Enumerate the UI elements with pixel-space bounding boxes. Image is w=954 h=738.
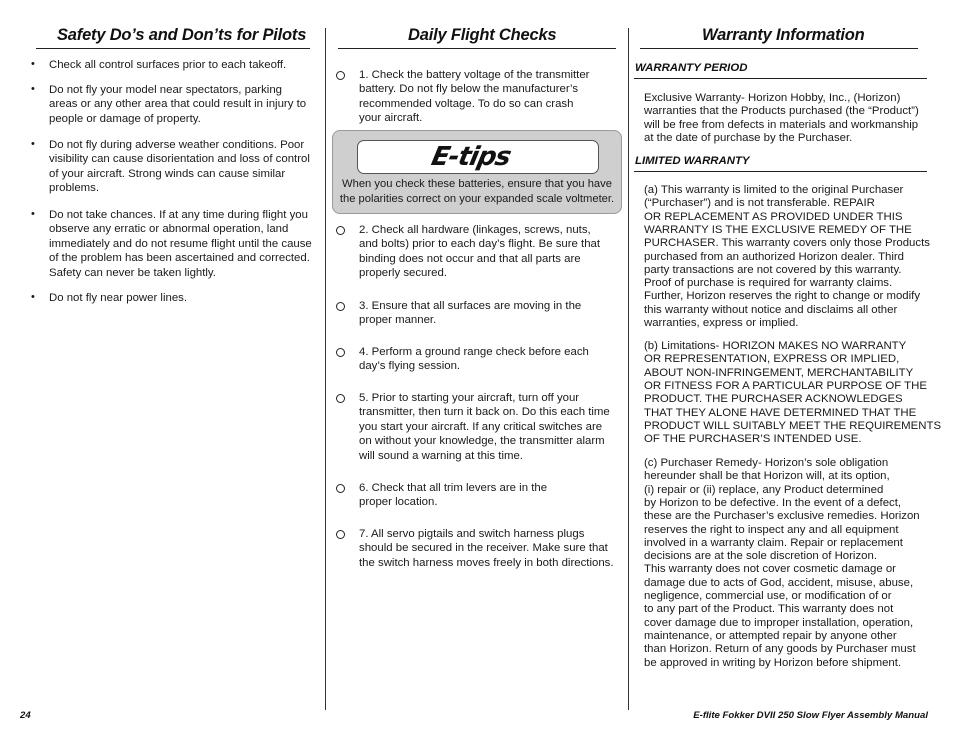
warranty-para-c-line: reserves the right to inspect any and all equipment <box>644 523 899 536</box>
safety-bullet-line: of the problem has been ascertained and corrected. <box>49 252 310 265</box>
column-divider-left <box>325 28 326 710</box>
warranty-para-a-line: warranties, express or implied. <box>644 317 799 329</box>
check-item-line: battery. Do not fly below the manufacturer’s <box>359 83 579 96</box>
warranty-para-a-line: OR REPLACEMENT AS PROVIDED UNDER THIS <box>644 210 903 223</box>
check-item-line: on without your knowledge, the transmitter alarm <box>359 435 605 448</box>
etips-line: When you check these batteries, ensure that you have <box>342 178 612 190</box>
safety-bullet-line: of your aircraft. Strong winds can cause similar <box>49 167 286 180</box>
check-item-line: 6. Check that all trim levers are in the <box>359 482 548 494</box>
warranty-para-b-line: PRODUCT. THE PURCHASER ACKNOWLEDGES <box>644 393 903 406</box>
warranty-para-c-line: maintenance, or attempted repair by anyone other <box>644 629 897 642</box>
check-item-line: day’s flying session. <box>359 360 461 373</box>
safety-heading: Safety Do’s and Don’ts for Pilots <box>57 26 307 44</box>
safety-bullet-line: Do not take chances. If at any time during flight you <box>49 209 308 221</box>
check-item-line: your aircraft. <box>359 112 423 125</box>
check-item-line: proper manner. <box>359 314 437 327</box>
page-number: 24 <box>20 710 31 721</box>
checkbox-circle-icon <box>336 71 345 80</box>
safety-bullet-line: areas or any other area that could result in injury to <box>49 98 307 111</box>
warranty-para-c-line: negligence, commercial use, or modification of or <box>644 590 892 602</box>
warranty-para-a-line: Proof of purchase is required for warranty claims. <box>644 277 893 290</box>
warranty-para-c-line: damage due to acts of God, accident, misuse, abuse, <box>644 576 914 589</box>
warranty-para-c-line: involved in a warranty claim. Repair or replacement <box>644 536 903 549</box>
check-item-line: 3. Ensure that all surfaces are moving in the <box>359 300 582 312</box>
warranty-para-a-line: party transactions are not covered by this warranty. <box>644 263 902 276</box>
check-item-line: you start your aircraft. If any critical switches are <box>359 420 603 433</box>
check-item-line: 4. Perform a ground range check before each <box>359 346 589 358</box>
safety-bullet-line: Do not fly your model near spectators, parking <box>49 84 282 96</box>
safety-bullet-line: Check all control surfaces prior to each takeoff. <box>49 59 287 71</box>
column-divider-right <box>628 28 629 710</box>
warranty-para-a-line: Further, Horizon reserves the right to change or modify <box>644 290 921 303</box>
safety-bullet-line: immediately and do not resume flight until the cause <box>49 237 312 250</box>
bullet-marker: • <box>31 208 35 220</box>
warranty-para-b-line: (b) Limitations- HORIZON MAKES NO WARRANTY <box>644 340 907 352</box>
warranty-para-a-line: (a) This warranty is limited to the original Purchaser <box>644 184 904 196</box>
check-item-line: transmitter, then turn it back on. Do this each time <box>359 406 610 419</box>
warranty-para-a-line: WARRANTY IS THE EXCLUSIVE REMEDY OF THE <box>644 223 912 236</box>
checkbox-circle-icon <box>336 530 345 539</box>
warranty-para-c-line: (i) repair or (ii) replace, any Product determined <box>644 483 884 496</box>
warranty-period-rule <box>634 78 927 79</box>
check-item-line: 5. Prior to starting your aircraft, turn off your <box>359 392 580 404</box>
safety-bullet-line: Do not fly near power lines. <box>49 292 188 304</box>
etips-box <box>332 130 622 214</box>
warranty-period-line: at the date of purchase by the Purchaser. <box>644 131 853 144</box>
warranty-para-a-line: purchased from an authorized Horizon dealer. Third <box>644 250 905 263</box>
warranty-period-heading: WARRANTY PERIOD <box>635 62 748 74</box>
safety-bullet-line: Safety can never be taken lightly. <box>49 266 216 279</box>
check-item-line: should be secured in the receiver. Make sure that <box>359 542 608 555</box>
check-item-line: the switch harness moves freely in both directions. <box>359 556 614 569</box>
etips-line: the polarities correct on your expanded scale voltmeter. <box>339 193 615 205</box>
check-item-line: proper location. <box>359 496 438 509</box>
check-item-line: 2. Check all hardware (linkages, screws, nuts, <box>359 224 591 236</box>
etips-logo: E-tips <box>428 142 514 172</box>
warranty-para-c-line: cover damage due to improper installation, operation, <box>644 616 914 629</box>
limited-warranty-heading: LIMITED WARRANTY <box>635 155 750 167</box>
checks-heading: Daily Flight Checks <box>408 26 557 44</box>
warranty-para-a-line: this warranty without notice and disclaims all other <box>644 303 898 316</box>
warranty-period-line: Exclusive Warranty- Horizon Hobby, Inc., (Horizon) <box>644 92 901 104</box>
bullet-marker: • <box>31 58 35 70</box>
warranty-para-b-line: OR REPRESENTATION, EXPRESS OR IMPLIED, <box>644 353 900 366</box>
warranty-para-c-line: than Horizon. Return of any goods by Purchaser must <box>644 643 916 656</box>
safety-bullet-line: people or damage of property. <box>49 112 201 125</box>
check-item-line: 1. Check the battery voltage of the transmitter <box>359 69 590 81</box>
check-item-line: and bolts) prior to each day’s flight. Be sure that <box>359 238 601 251</box>
checkbox-circle-icon <box>336 394 345 403</box>
warranty-para-b-line: OF THE PURCHASER’S INTENDED USE. <box>644 433 862 446</box>
warranty-heading: Warranty Information <box>702 26 865 44</box>
warranty-para-c-line: decisions are at the sole discretion of Horizon. <box>644 550 877 563</box>
safety-heading-rule <box>36 48 310 49</box>
etips-logo-frame <box>357 140 599 174</box>
check-item-line: will sound a warning at this time. <box>359 449 523 462</box>
warranty-para-a-line: PURCHASER. This warranty covers only those Products <box>644 237 930 250</box>
footer-title: E-flite Fokker DVII 250 Slow Flyer Assembly Manual <box>693 710 928 721</box>
warranty-para-b-line: PRODUCT WILL SUITABLY MEET THE REQUIREMENTS <box>644 419 942 432</box>
warranty-para-c-line: be approved in writing by Horizon before shipment. <box>644 656 902 669</box>
limited-warranty-rule <box>634 171 927 172</box>
check-item-line: binding does not occur and that all parts are <box>359 252 581 265</box>
warranty-para-b-line: ABOUT NON-INFRINGEMENT, MERCHANTABILITY <box>644 366 914 379</box>
warranty-para-c-line: to any part of the Product. This warranty does not <box>644 603 894 616</box>
warranty-period-line: will be free from defects in materials and workmanship <box>644 118 919 131</box>
checks-heading-rule <box>338 48 616 49</box>
warranty-para-c-line: This warranty does not cover cosmetic damage or <box>644 563 896 576</box>
safety-bullet-line: Do not fly during adverse weather conditions. Poor <box>49 139 305 151</box>
safety-bullet-line: problems. <box>49 182 100 195</box>
warranty-para-b-line: OR FITNESS FOR A PARTICULAR PURPOSE OF THE <box>644 379 927 392</box>
checkbox-circle-icon <box>336 226 345 235</box>
warranty-heading-rule <box>640 48 918 49</box>
safety-bullet-line: visibility can cause disorientation and loss of control <box>49 153 310 166</box>
warranty-para-a-line: (“Purchaser”) and is not transferable. REPAIR <box>644 197 875 210</box>
bullet-marker: • <box>31 138 35 150</box>
warranty-period-line: warranties that the Products purchased (the “Product”) <box>644 105 919 118</box>
warranty-para-b-line: THAT THEY ALONE HAVE DETERMINED THAT THE <box>644 406 917 419</box>
check-item-line: properly secured. <box>359 267 448 280</box>
safety-bullet-line: observe any erratic or abnormal operation, land <box>49 223 289 236</box>
warranty-para-c-line: (c) Purchaser Remedy- Horizon’s sole obligation <box>644 457 889 469</box>
check-item-line: 7. All servo pigtails and switch harness plugs <box>359 528 585 540</box>
check-item-line: recommended voltage. To do so can crash <box>359 97 574 110</box>
bullet-marker: • <box>31 291 35 303</box>
warranty-para-c-line: by Horizon to be defective. In the event of a defect, <box>644 496 902 509</box>
warranty-para-c-line: these are the Purchaser’s exclusive remedies. Horizon <box>644 510 920 523</box>
checkbox-circle-icon <box>336 484 345 493</box>
bullet-marker: • <box>31 83 35 95</box>
checkbox-circle-icon <box>336 348 345 357</box>
checkbox-circle-icon <box>336 302 345 311</box>
warranty-para-c-line: hereunder shall be that Horizon will, at its option, <box>644 470 890 483</box>
